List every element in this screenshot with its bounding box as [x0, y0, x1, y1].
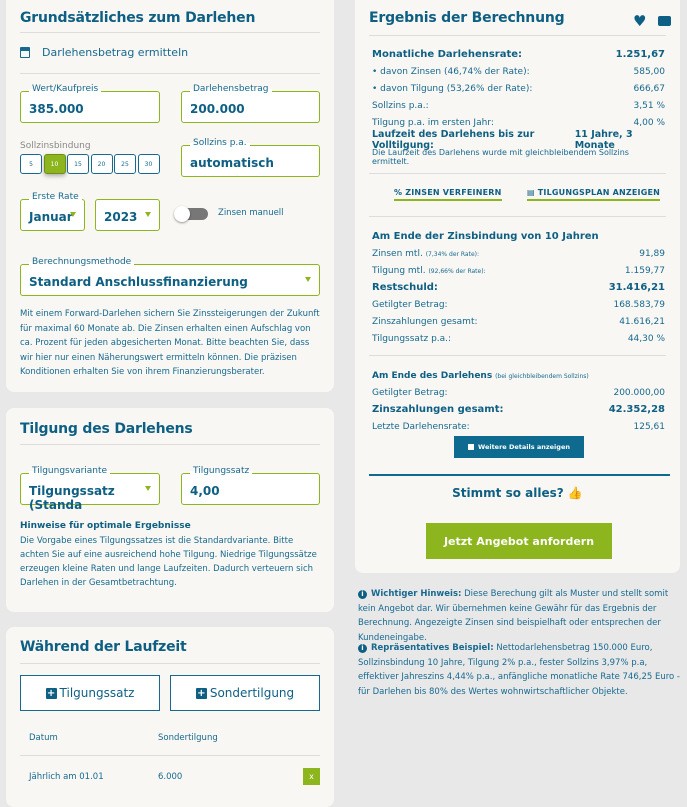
heart-icon[interactable]: ♥ [633, 12, 647, 30]
request-offer-button[interactable]: Jetzt Angebot anfordern [426, 523, 612, 559]
chevron-down-icon [145, 486, 151, 491]
binding-option-5[interactable]: 5 [20, 154, 42, 174]
info-icon: i [358, 590, 367, 599]
more-details-button[interactable]: Weitere Details anzeigen [454, 436, 584, 458]
hint-text: Die Vorgabe eines Tilgungssatzes ist die Standardvariante. Bitte achten Sie auf eine ausreichend hohe Tilgung. Niedrige Tilgungssätze erzeugen kleine Raten und lange Laufzeiten. Dadurch verteuern sich Darlehen in der Gesamtbetrachtung. [20, 536, 317, 588]
term-title: Während der Laufzeit [20, 639, 187, 655]
info-icon: i [358, 644, 367, 653]
binding-option-30[interactable]: 30 [138, 154, 160, 174]
print-icon[interactable] [658, 16, 671, 26]
calc-link[interactable]: Darlehensbetrag ermitteln [20, 46, 188, 59]
result-title: Ergebnis der Berechnung [369, 10, 565, 26]
repayment-rate-input[interactable]: Tilgungssatz 4,00 [181, 473, 320, 505]
interest-rate-input[interactable]: Sollzins p.a. automatisch [181, 145, 320, 177]
binding-option-20[interactable]: 20 [91, 154, 113, 174]
manual-interest-label: Zinsen manuell [218, 208, 284, 218]
representative-example: i Repräsentatives Beispiel: Nettodarlehensbetrag 150.000 Euro, Sollzinsbindung 10 Jahre, Tilgung 2% p.a., fester Sollzins 3,97% p.a, effektiver Jahreszins 4,44% p.a., anfängliche monatliche Rate 746,25 Euro - für Darlehen bis 80% des Wertes wohnwirtschaftlicher Objekte. [358, 643, 681, 697]
end-of-binding-section: Am Ende der Zinsbindung von 10 Jahren Zinsen mtl. (7,34% der Rate): 91,89 Tilgung mtl. (92,66% der Rate): 1.159,77 Restschuld: 31.416,21 Getilgter Betrag: 168.583,79 Zinszahlungen gesamt: 41.616,21 Tilgungssatz p.a.: 44,30 % [372, 231, 665, 344]
col-date: Datum [29, 733, 58, 743]
add-special-repayment-button[interactable]: + Sondertilgung [170, 675, 320, 711]
remove-row-button[interactable]: x [303, 768, 320, 785]
refine-interest-link[interactable]: % ZINSEN VERFEINERN [394, 188, 502, 201]
repayment-title: Tilgung des Darlehens [20, 421, 193, 437]
repayment-variant-select[interactable]: Tilgungsvariante Tilgungssatz (Standa [20, 473, 160, 505]
chevron-down-icon [305, 277, 311, 282]
binding-label: Sollzinsbindung [20, 141, 91, 151]
table-icon [468, 444, 474, 450]
basics-title: Grundsätzliches zum Darlehen [20, 10, 256, 26]
plus-icon: + [197, 687, 206, 699]
col-special: Sondertilgung [158, 733, 218, 743]
important-note: i Wichtiger Hinweis: Diese Berechung gilt als Muster und stellt somit kein Angebot dar. Wir übernehmen keine Gewähr für das Ergebnis der Berechnung. Angezeigte Zinsen sind beispielhaft oder entsprechen der Kundeneingabe. [358, 589, 669, 643]
hint-title: Hinweise für optimale Ergebnisse [20, 521, 191, 531]
thumbs-up-icon: 👍 [567, 486, 583, 500]
loan-amount-input[interactable]: Darlehensbetrag 200.000 [181, 91, 320, 123]
result-card [355, 0, 680, 573]
price-input[interactable]: Wert/Kaufpreis 385.000 [20, 91, 160, 123]
show-plan-link[interactable]: ▤ TILGUNGSPLAN ANZEIGEN [527, 188, 660, 201]
calculator-icon [20, 47, 30, 58]
result-summary: Monatliche Darlehensrate: 1.251,67 • davon Zinsen (46,74% der Rate): 585,00 • davon Tilgung (53,26% der Rate): 666,67 Sollzins p.a.: 3,51 % Tilgung p.a. im ersten Jahr: 4,00 % Laufzeit des Darlehens bis zur Volltilgung: 11 Jahre, 3 Monate Die Laufzeit des Darlehens wurde mit gleichbleibendem Sollzins ermittelt. [372, 49, 665, 166]
method-description: Mit einem Forward-Darlehen sichern Sie Zinssteigerungen der Zukunft für maximal 60 Monate ab. Die Zinsen erhalten einen Aufschlag von ca. Prozent für jeden abgesicherten Monat. Bitte beachten Sie, dass wir hier nur einen Näherungswert ermitteln können. Die präzisen Konditionen erhalten Sie von ihrem Finanzierungsberater. [20, 309, 320, 377]
method-select[interactable]: Berechnungsmethode Standard Anschlussfinanzierung [20, 264, 320, 296]
add-repayment-rate-button[interactable]: + Tilgungssatz [20, 675, 160, 711]
binding-option-25[interactable]: 25 [114, 154, 136, 174]
binding-option-10[interactable]: 10 [44, 154, 66, 174]
first-rate-month-select[interactable]: Erste Rate Januar [20, 199, 85, 231]
first-rate-year-select[interactable]: 2023 [95, 199, 160, 231]
chevron-down-icon [145, 212, 151, 217]
plus-icon: + [46, 687, 56, 699]
binding-option-15[interactable]: 15 [67, 154, 89, 174]
manual-interest-toggle[interactable] [176, 208, 208, 220]
confirm-text: Stimmt so alles? 👍 [452, 486, 583, 500]
end-of-loan-section: Am Ende des Darlehens (bei gleichbleibendem Sollzins) Getilgter Betrag: 200.000,00 Zinszahlungen gesamt: 42.352,28 Letzte Darlehensrate: 125,61 [372, 370, 665, 432]
chevron-down-icon [70, 212, 76, 217]
